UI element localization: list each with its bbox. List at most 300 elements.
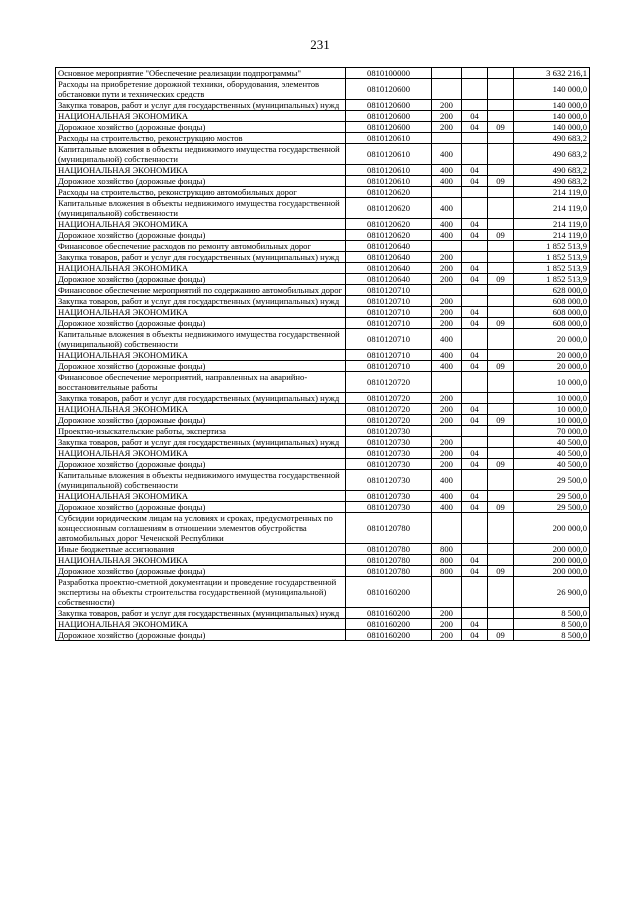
row-vr-cell bbox=[432, 372, 462, 393]
row-sum-cell: 40 500,0 bbox=[514, 437, 590, 448]
row-csr-cell: 0810120730 bbox=[346, 502, 432, 513]
row-sum-cell: 40 500,0 bbox=[514, 448, 590, 459]
row-pr-cell: 09 bbox=[488, 566, 514, 577]
row-name-cell: НАЦИОНАЛЬНАЯ ЭКОНОМИКА bbox=[56, 165, 346, 176]
row-pr-cell bbox=[488, 426, 514, 437]
row-vr-cell: 800 bbox=[432, 566, 462, 577]
row-name-cell: НАЦИОНАЛЬНАЯ ЭКОНОМИКА bbox=[56, 491, 346, 502]
table-row bbox=[56, 198, 590, 219]
row-sum-cell: 608 000,0 bbox=[514, 318, 590, 329]
row-csr-cell: 0810120610 bbox=[346, 165, 432, 176]
row-vr-cell: 200 bbox=[432, 448, 462, 459]
row-vr-cell bbox=[432, 426, 462, 437]
row-csr-cell: 0810120710 bbox=[346, 361, 432, 372]
row-vr-cell: 400 bbox=[432, 361, 462, 372]
row-rz-cell: 04 bbox=[462, 459, 488, 470]
row-name-cell: НАЦИОНАЛЬНАЯ ЭКОНОМИКА bbox=[56, 307, 346, 318]
row-vr-cell: 400 bbox=[432, 219, 462, 230]
row-sum-cell: 214 119,0 bbox=[514, 198, 590, 219]
row-rz-cell: 04 bbox=[462, 491, 488, 502]
row-vr-cell: 200 bbox=[432, 318, 462, 329]
row-sum-cell: 214 119,0 bbox=[514, 230, 590, 241]
row-name-cell: Закупка товаров, работ и услуг для государственных (муниципальных) нужд bbox=[56, 296, 346, 307]
row-vr-cell: 400 bbox=[432, 470, 462, 491]
row-name-cell: Дорожное хозяйство (дорожные фонды) bbox=[56, 459, 346, 470]
row-csr-cell: 0810120640 bbox=[346, 274, 432, 285]
row-csr-cell: 0810120710 bbox=[346, 318, 432, 329]
row-rz-cell bbox=[462, 187, 488, 198]
row-name-cell: Закупка товаров, работ и услуг для государственных (муниципальных) нужд bbox=[56, 252, 346, 263]
row-csr-cell: 0810120730 bbox=[346, 459, 432, 470]
row-sum-cell: 8 500,0 bbox=[514, 630, 590, 641]
table-row bbox=[56, 79, 590, 100]
row-vr-cell bbox=[432, 187, 462, 198]
row-vr-cell: 200 bbox=[432, 307, 462, 318]
row-rz-cell bbox=[462, 393, 488, 404]
row-name-cell: Дорожное хозяйство (дорожные фонды) bbox=[56, 230, 346, 241]
row-csr-cell: 0810120710 bbox=[346, 285, 432, 296]
table-row bbox=[56, 404, 590, 415]
row-rz-cell bbox=[462, 372, 488, 393]
table-row bbox=[56, 241, 590, 252]
row-pr-cell bbox=[488, 404, 514, 415]
table-row bbox=[56, 577, 590, 608]
table-row bbox=[56, 448, 590, 459]
row-name-cell: Иные бюджетные ассигнования bbox=[56, 544, 346, 555]
row-pr-cell bbox=[488, 133, 514, 144]
row-rz-cell bbox=[462, 544, 488, 555]
row-name-cell: Расходы на приобретение дорожной техники, оборудования, элементов обстановки пути и технических средств bbox=[56, 79, 346, 100]
row-vr-cell bbox=[432, 513, 462, 544]
row-csr-cell: 0810120710 bbox=[346, 307, 432, 318]
table-row bbox=[56, 296, 590, 307]
row-pr-cell: 09 bbox=[488, 176, 514, 187]
row-pr-cell bbox=[488, 619, 514, 630]
table-row bbox=[56, 111, 590, 122]
row-name-cell: Дорожное хозяйство (дорожные фонды) bbox=[56, 176, 346, 187]
row-csr-cell: 0810120780 bbox=[346, 513, 432, 544]
budget-table bbox=[55, 67, 590, 641]
row-name-cell: Дорожное хозяйство (дорожные фонды) bbox=[56, 630, 346, 641]
row-name-cell: НАЦИОНАЛЬНАЯ ЭКОНОМИКА bbox=[56, 555, 346, 566]
row-sum-cell: 490 683,2 bbox=[514, 144, 590, 165]
row-rz-cell: 04 bbox=[462, 122, 488, 133]
row-vr-cell: 200 bbox=[432, 619, 462, 630]
row-rz-cell: 04 bbox=[462, 350, 488, 361]
table-row bbox=[56, 230, 590, 241]
row-pr-cell bbox=[488, 577, 514, 608]
row-name-cell: Дорожное хозяйство (дорожные фонды) bbox=[56, 566, 346, 577]
row-name-cell: НАЦИОНАЛЬНАЯ ЭКОНОМИКА bbox=[56, 350, 346, 361]
row-rz-cell bbox=[462, 296, 488, 307]
row-csr-cell: 0810120720 bbox=[346, 404, 432, 415]
row-name-cell: Закупка товаров, работ и услуг для государственных (муниципальных) нужд bbox=[56, 437, 346, 448]
row-vr-cell: 400 bbox=[432, 230, 462, 241]
row-rz-cell: 04 bbox=[462, 361, 488, 372]
row-rz-cell: 04 bbox=[462, 404, 488, 415]
row-sum-cell: 140 000,0 bbox=[514, 100, 590, 111]
row-rz-cell: 04 bbox=[462, 502, 488, 513]
row-sum-cell: 1 852 513,9 bbox=[514, 274, 590, 285]
row-rz-cell bbox=[462, 252, 488, 263]
row-sum-cell: 20 000,0 bbox=[514, 329, 590, 350]
row-rz-cell: 04 bbox=[462, 230, 488, 241]
row-name-cell: НАЦИОНАЛЬНАЯ ЭКОНОМИКА bbox=[56, 448, 346, 459]
row-csr-cell: 0810120640 bbox=[346, 252, 432, 263]
row-name-cell: Дорожное хозяйство (дорожные фонды) bbox=[56, 274, 346, 285]
row-csr-cell: 0810120780 bbox=[346, 566, 432, 577]
row-name-cell: Дорожное хозяйство (дорожные фонды) bbox=[56, 361, 346, 372]
row-vr-cell: 200 bbox=[432, 274, 462, 285]
row-sum-cell: 8 500,0 bbox=[514, 619, 590, 630]
row-sum-cell: 1 852 513,9 bbox=[514, 241, 590, 252]
row-csr-cell: 0810120640 bbox=[346, 263, 432, 274]
row-sum-cell: 20 000,0 bbox=[514, 350, 590, 361]
table-row bbox=[56, 608, 590, 619]
row-pr-cell bbox=[488, 437, 514, 448]
row-pr-cell: 09 bbox=[488, 361, 514, 372]
row-sum-cell: 200 000,0 bbox=[514, 544, 590, 555]
row-sum-cell: 20 000,0 bbox=[514, 361, 590, 372]
row-vr-cell: 200 bbox=[432, 608, 462, 619]
row-rz-cell: 04 bbox=[462, 219, 488, 230]
row-pr-cell: 09 bbox=[488, 230, 514, 241]
row-pr-cell bbox=[488, 165, 514, 176]
row-sum-cell: 40 500,0 bbox=[514, 459, 590, 470]
row-rz-cell bbox=[462, 144, 488, 165]
row-vr-cell: 200 bbox=[432, 263, 462, 274]
row-pr-cell bbox=[488, 285, 514, 296]
row-csr-cell: 0810120780 bbox=[346, 555, 432, 566]
row-vr-cell: 200 bbox=[432, 111, 462, 122]
row-sum-cell: 3 632 216,1 bbox=[514, 68, 590, 79]
row-vr-cell: 200 bbox=[432, 459, 462, 470]
row-name-cell: Закупка товаров, работ и услуг для государственных (муниципальных) нужд bbox=[56, 393, 346, 404]
row-sum-cell: 29 500,0 bbox=[514, 470, 590, 491]
row-csr-cell: 0810160200 bbox=[346, 577, 432, 608]
row-sum-cell: 10 000,0 bbox=[514, 404, 590, 415]
row-rz-cell: 04 bbox=[462, 274, 488, 285]
row-name-cell: Дорожное хозяйство (дорожные фонды) bbox=[56, 318, 346, 329]
row-rz-cell bbox=[462, 79, 488, 100]
row-name-cell: Расходы на строительство, реконструкцию автомобильных дорог bbox=[56, 187, 346, 198]
row-rz-cell: 04 bbox=[462, 263, 488, 274]
row-vr-cell: 200 bbox=[432, 393, 462, 404]
table-row bbox=[56, 329, 590, 350]
row-pr-cell bbox=[488, 491, 514, 502]
row-csr-cell: 0810120600 bbox=[346, 122, 432, 133]
row-rz-cell bbox=[462, 437, 488, 448]
row-pr-cell bbox=[488, 307, 514, 318]
row-sum-cell: 200 000,0 bbox=[514, 566, 590, 577]
row-csr-cell: 0810120610 bbox=[346, 144, 432, 165]
row-csr-cell: 0810120710 bbox=[346, 350, 432, 361]
row-sum-cell: 214 119,0 bbox=[514, 187, 590, 198]
row-csr-cell: 0810120730 bbox=[346, 426, 432, 437]
row-csr-cell: 0810120780 bbox=[346, 544, 432, 555]
page-number: 231 bbox=[310, 37, 330, 52]
row-csr-cell: 0810120730 bbox=[346, 448, 432, 459]
row-pr-cell bbox=[488, 219, 514, 230]
row-name-cell: Дорожное хозяйство (дорожные фонды) bbox=[56, 415, 346, 426]
row-sum-cell: 608 000,0 bbox=[514, 307, 590, 318]
row-pr-cell bbox=[488, 608, 514, 619]
table-row bbox=[56, 372, 590, 393]
row-vr-cell bbox=[432, 79, 462, 100]
row-pr-cell bbox=[488, 544, 514, 555]
row-csr-cell: 0810120600 bbox=[346, 79, 432, 100]
row-rz-cell bbox=[462, 241, 488, 252]
row-name-cell: Дорожное хозяйство (дорожные фонды) bbox=[56, 502, 346, 513]
row-pr-cell bbox=[488, 296, 514, 307]
row-vr-cell: 200 bbox=[432, 252, 462, 263]
row-vr-cell: 400 bbox=[432, 350, 462, 361]
row-rz-cell bbox=[462, 329, 488, 350]
row-sum-cell: 10 000,0 bbox=[514, 372, 590, 393]
table-row bbox=[56, 393, 590, 404]
row-csr-cell: 0810100000 bbox=[346, 68, 432, 79]
row-csr-cell: 0810120710 bbox=[346, 329, 432, 350]
row-vr-cell: 800 bbox=[432, 544, 462, 555]
table-row bbox=[56, 470, 590, 491]
row-vr-cell: 200 bbox=[432, 437, 462, 448]
row-pr-cell bbox=[488, 329, 514, 350]
row-csr-cell: 0810120730 bbox=[346, 437, 432, 448]
row-rz-cell: 04 bbox=[462, 176, 488, 187]
row-rz-cell: 04 bbox=[462, 165, 488, 176]
row-csr-cell: 0810120640 bbox=[346, 241, 432, 252]
table-row bbox=[56, 619, 590, 630]
row-sum-cell: 140 000,0 bbox=[514, 111, 590, 122]
row-pr-cell: 09 bbox=[488, 122, 514, 133]
table-row bbox=[56, 544, 590, 555]
row-rz-cell bbox=[462, 133, 488, 144]
row-rz-cell bbox=[462, 100, 488, 111]
row-pr-cell bbox=[488, 555, 514, 566]
row-csr-cell: 0810120730 bbox=[346, 491, 432, 502]
row-name-cell: Проектно-изыскательские работы, экспертиза bbox=[56, 426, 346, 437]
row-name-cell: НАЦИОНАЛЬНАЯ ЭКОНОМИКА bbox=[56, 619, 346, 630]
table-row bbox=[56, 100, 590, 111]
row-rz-cell bbox=[462, 470, 488, 491]
row-sum-cell: 490 683,2 bbox=[514, 165, 590, 176]
row-vr-cell: 200 bbox=[432, 630, 462, 641]
table-row bbox=[56, 307, 590, 318]
row-vr-cell: 400 bbox=[432, 329, 462, 350]
table-row bbox=[56, 252, 590, 263]
row-sum-cell: 140 000,0 bbox=[514, 122, 590, 133]
table-row bbox=[56, 122, 590, 133]
row-vr-cell bbox=[432, 577, 462, 608]
row-csr-cell: 0810120620 bbox=[346, 219, 432, 230]
row-rz-cell: 04 bbox=[462, 619, 488, 630]
row-sum-cell: 29 500,0 bbox=[514, 491, 590, 502]
row-name-cell: Капитальные вложения в объекты недвижимого имущества государственной (муниципальной) собственности bbox=[56, 470, 346, 491]
row-pr-cell: 09 bbox=[488, 502, 514, 513]
row-pr-cell bbox=[488, 111, 514, 122]
row-pr-cell bbox=[488, 393, 514, 404]
row-vr-cell bbox=[432, 241, 462, 252]
table-row bbox=[56, 415, 590, 426]
row-name-cell: Закупка товаров, работ и услуг для государственных (муниципальных) нужд bbox=[56, 608, 346, 619]
row-name-cell: Закупка товаров, работ и услуг для государственных (муниципальных) нужд bbox=[56, 100, 346, 111]
row-pr-cell bbox=[488, 350, 514, 361]
table-row bbox=[56, 144, 590, 165]
row-sum-cell: 26 900,0 bbox=[514, 577, 590, 608]
row-rz-cell: 04 bbox=[462, 415, 488, 426]
table-row bbox=[56, 491, 590, 502]
row-vr-cell bbox=[432, 285, 462, 296]
row-sum-cell: 200 000,0 bbox=[514, 513, 590, 544]
row-rz-cell: 04 bbox=[462, 448, 488, 459]
row-csr-cell: 0810120720 bbox=[346, 415, 432, 426]
budget-table-body bbox=[56, 68, 590, 641]
row-rz-cell: 04 bbox=[462, 111, 488, 122]
row-csr-cell: 0810160200 bbox=[346, 630, 432, 641]
row-pr-cell bbox=[488, 448, 514, 459]
table-row bbox=[56, 285, 590, 296]
table-row bbox=[56, 133, 590, 144]
row-vr-cell: 400 bbox=[432, 502, 462, 513]
row-vr-cell: 200 bbox=[432, 100, 462, 111]
table-row bbox=[56, 165, 590, 176]
row-name-cell: Финансовое обеспечение расходов по ремонту автомобильных дорог bbox=[56, 241, 346, 252]
row-pr-cell bbox=[488, 513, 514, 544]
row-name-cell: Финансовое обеспечение мероприятий по содержанию автомобильных дорог bbox=[56, 285, 346, 296]
row-name-cell: Субсидии юридическим лицам на условиях и сроках, предусмотренных по концессионным соглашениям в отношении элементов обустройства автомобильных дорог Чеченской Республики bbox=[56, 513, 346, 544]
row-sum-cell: 10 000,0 bbox=[514, 415, 590, 426]
row-rz-cell bbox=[462, 198, 488, 219]
row-vr-cell: 400 bbox=[432, 165, 462, 176]
row-name-cell: Финансовое обеспечение мероприятий, направленных на аварийно-восстановительные работы bbox=[56, 372, 346, 393]
table-row bbox=[56, 219, 590, 230]
row-vr-cell: 200 bbox=[432, 296, 462, 307]
row-csr-cell: 0810120620 bbox=[346, 198, 432, 219]
row-rz-cell: 04 bbox=[462, 555, 488, 566]
row-sum-cell: 1 852 513,9 bbox=[514, 252, 590, 263]
row-rz-cell bbox=[462, 608, 488, 619]
row-csr-cell: 0810120620 bbox=[346, 187, 432, 198]
row-sum-cell: 29 500,0 bbox=[514, 502, 590, 513]
row-sum-cell: 628 000,0 bbox=[514, 285, 590, 296]
row-pr-cell bbox=[488, 79, 514, 100]
table-row bbox=[56, 566, 590, 577]
row-rz-cell bbox=[462, 426, 488, 437]
row-vr-cell: 400 bbox=[432, 144, 462, 165]
row-vr-cell: 800 bbox=[432, 555, 462, 566]
table-row bbox=[56, 176, 590, 187]
row-name-cell: НАЦИОНАЛЬНАЯ ЭКОНОМИКА bbox=[56, 263, 346, 274]
row-sum-cell: 214 119,0 bbox=[514, 219, 590, 230]
row-rz-cell bbox=[462, 577, 488, 608]
row-sum-cell: 1 852 513,9 bbox=[514, 263, 590, 274]
row-vr-cell: 400 bbox=[432, 176, 462, 187]
table-row bbox=[56, 350, 590, 361]
table-row bbox=[56, 513, 590, 544]
row-pr-cell bbox=[488, 187, 514, 198]
row-csr-cell: 0810120620 bbox=[346, 230, 432, 241]
row-pr-cell: 09 bbox=[488, 274, 514, 285]
table-row bbox=[56, 555, 590, 566]
table-row bbox=[56, 274, 590, 285]
row-csr-cell: 0810120730 bbox=[346, 470, 432, 491]
table-row bbox=[56, 318, 590, 329]
table-row bbox=[56, 68, 590, 79]
row-vr-cell: 200 bbox=[432, 404, 462, 415]
table-row bbox=[56, 502, 590, 513]
row-sum-cell: 608 000,0 bbox=[514, 296, 590, 307]
row-name-cell: Капитальные вложения в объекты недвижимого имущества государственной (муниципальной) собственности bbox=[56, 329, 346, 350]
row-sum-cell: 70 000,0 bbox=[514, 426, 590, 437]
table-row bbox=[56, 630, 590, 641]
row-pr-cell bbox=[488, 470, 514, 491]
row-pr-cell bbox=[488, 100, 514, 111]
row-pr-cell: 09 bbox=[488, 459, 514, 470]
row-vr-cell: 200 bbox=[432, 415, 462, 426]
row-vr-cell: 200 bbox=[432, 122, 462, 133]
row-name-cell: Дорожное хозяйство (дорожные фонды) bbox=[56, 122, 346, 133]
row-csr-cell: 0810160200 bbox=[346, 619, 432, 630]
row-vr-cell: 400 bbox=[432, 198, 462, 219]
table-row bbox=[56, 263, 590, 274]
row-name-cell: Расходы на строительство, реконструкцию мостов bbox=[56, 133, 346, 144]
row-rz-cell bbox=[462, 68, 488, 79]
row-rz-cell: 04 bbox=[462, 307, 488, 318]
row-sum-cell: 10 000,0 bbox=[514, 393, 590, 404]
row-sum-cell: 200 000,0 bbox=[514, 555, 590, 566]
row-csr-cell: 0810120600 bbox=[346, 111, 432, 122]
row-csr-cell: 0810120710 bbox=[346, 296, 432, 307]
row-rz-cell: 04 bbox=[462, 630, 488, 641]
row-csr-cell: 0810160200 bbox=[346, 608, 432, 619]
row-name-cell: НАЦИОНАЛЬНАЯ ЭКОНОМИКА bbox=[56, 111, 346, 122]
row-vr-cell bbox=[432, 68, 462, 79]
row-name-cell: НАЦИОНАЛЬНАЯ ЭКОНОМИКА bbox=[56, 219, 346, 230]
row-csr-cell: 0810120720 bbox=[346, 393, 432, 404]
row-name-cell: Основное мероприятие "Обеспечение реализации подпрограммы" bbox=[56, 68, 346, 79]
row-csr-cell: 0810120610 bbox=[346, 176, 432, 187]
row-rz-cell bbox=[462, 285, 488, 296]
row-pr-cell: 09 bbox=[488, 318, 514, 329]
row-vr-cell: 400 bbox=[432, 491, 462, 502]
row-pr-cell bbox=[488, 198, 514, 219]
row-name-cell: Капитальные вложения в объекты недвижимого имущества государственной (муниципальной) собственности bbox=[56, 144, 346, 165]
row-sum-cell: 8 500,0 bbox=[514, 608, 590, 619]
row-pr-cell: 09 bbox=[488, 630, 514, 641]
row-pr-cell bbox=[488, 241, 514, 252]
row-pr-cell bbox=[488, 144, 514, 165]
row-sum-cell: 140 000,0 bbox=[514, 79, 590, 100]
table-row bbox=[56, 437, 590, 448]
row-rz-cell: 04 bbox=[462, 318, 488, 329]
row-pr-cell bbox=[488, 252, 514, 263]
row-pr-cell bbox=[488, 263, 514, 274]
table-row bbox=[56, 426, 590, 437]
row-rz-cell: 04 bbox=[462, 566, 488, 577]
row-name-cell: Разработка проектно-сметной документации и проведение государственной экспертизы на объекты строительства государственной (муниципальной) собственности) bbox=[56, 577, 346, 608]
row-rz-cell bbox=[462, 513, 488, 544]
row-name-cell: Капитальные вложения в объекты недвижимого имущества государственной (муниципальной) собственности bbox=[56, 198, 346, 219]
row-vr-cell bbox=[432, 133, 462, 144]
row-csr-cell: 0810120600 bbox=[346, 100, 432, 111]
row-csr-cell: 0810120720 bbox=[346, 372, 432, 393]
row-sum-cell: 490 683,2 bbox=[514, 133, 590, 144]
row-pr-cell: 09 bbox=[488, 415, 514, 426]
row-pr-cell bbox=[488, 372, 514, 393]
table-row bbox=[56, 459, 590, 470]
row-sum-cell: 490 683,2 bbox=[514, 176, 590, 187]
row-csr-cell: 0810120610 bbox=[346, 133, 432, 144]
